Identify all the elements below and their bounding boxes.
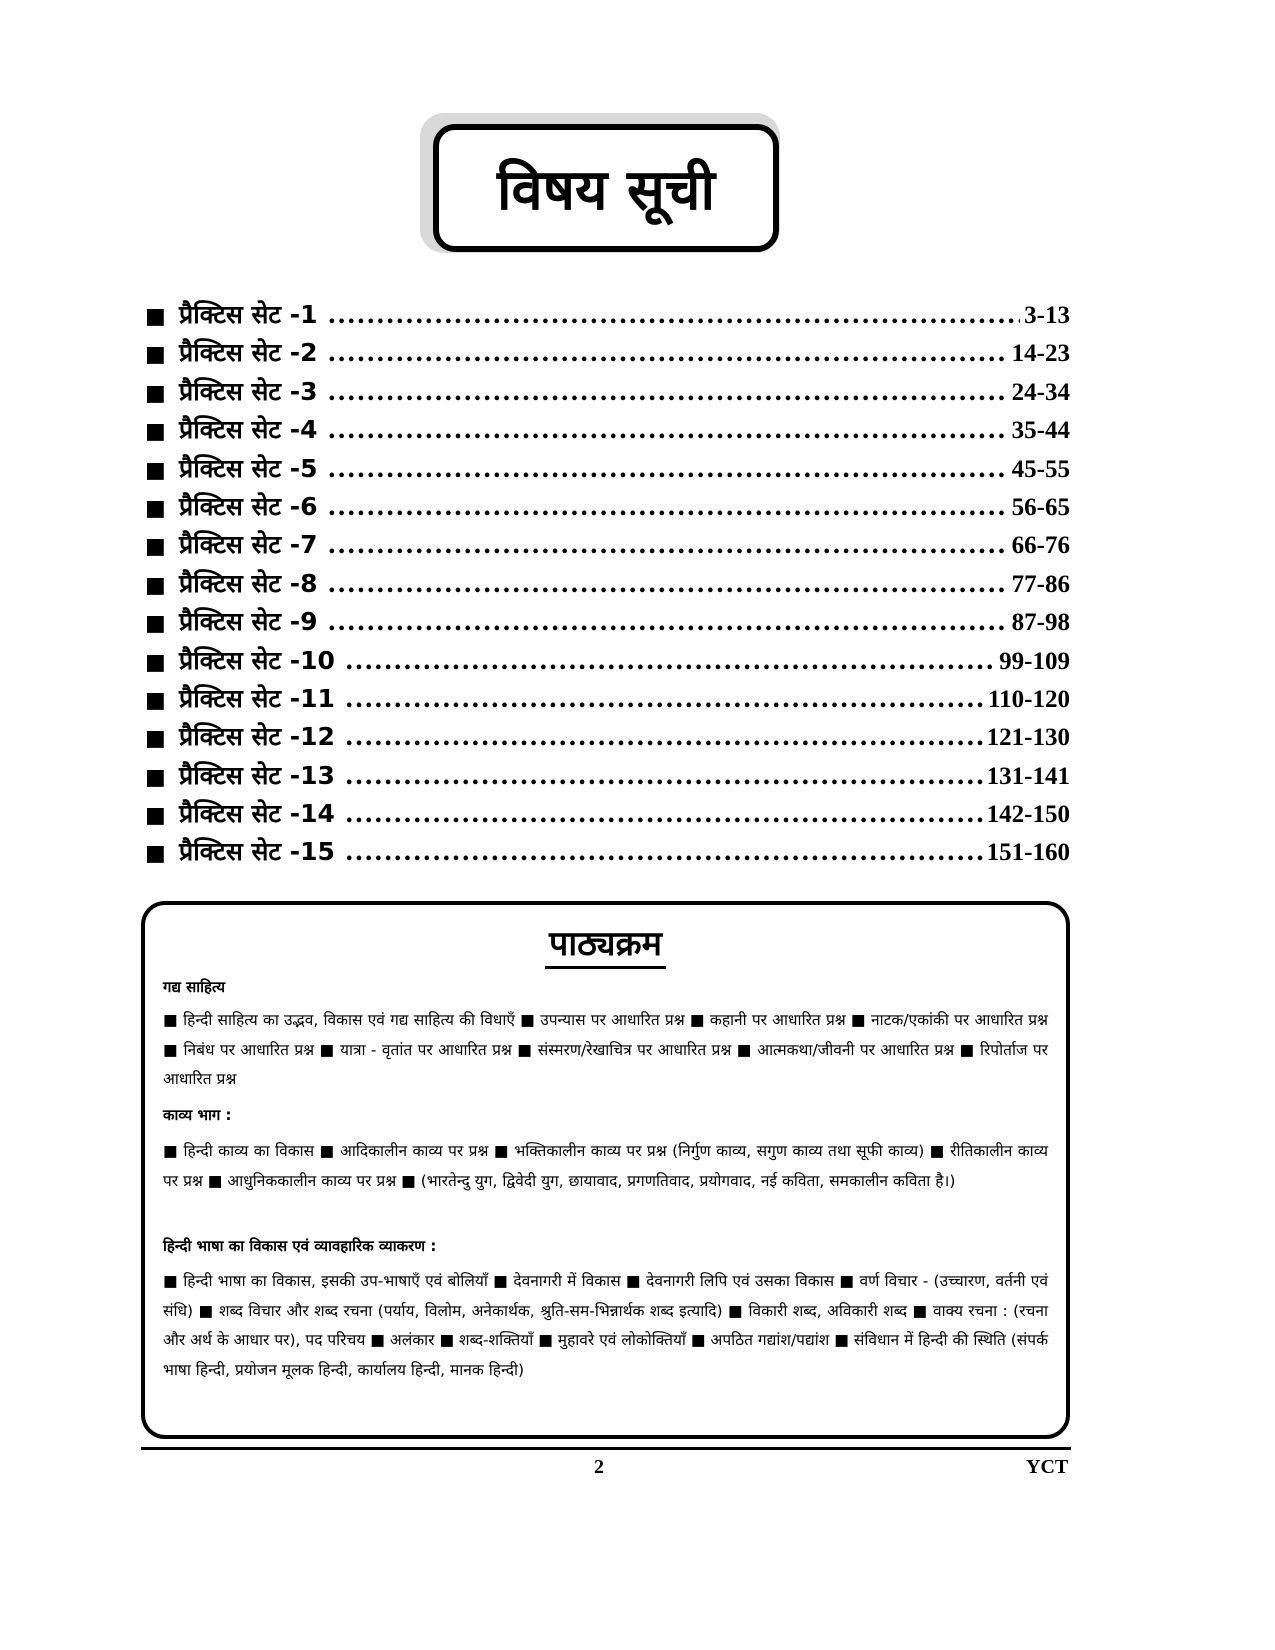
toc-pages: 66-76 <box>1011 532 1070 560</box>
leader-dots <box>328 338 1008 367</box>
bullet-icon: ■ <box>145 611 166 637</box>
toc-label: प्रैक्टिस सेट -12 <box>179 722 335 752</box>
bullet-icon: ■ <box>145 687 166 713</box>
toc-pages: 99-109 <box>999 647 1070 675</box>
bullet-icon: ■ <box>145 726 166 752</box>
toc-label: प्रैक्टिस सेट -9 <box>179 607 318 637</box>
syllabus-heading <box>145 919 1066 965</box>
leader-dots <box>345 722 983 751</box>
toc-label: प्रैक्टिस सेट -14 <box>179 799 335 829</box>
toc-label: प्रैक्टिस सेट -11 <box>179 683 335 713</box>
toc-row <box>145 489 1070 527</box>
toc-label: प्रैक्टिस सेट -1 <box>179 300 318 329</box>
leader-dots <box>328 569 1008 598</box>
leader-dots <box>345 837 983 866</box>
footer-rule <box>141 1447 1071 1450</box>
bullet-icon: ■ <box>145 649 166 675</box>
toc-pages: 151-160 <box>986 839 1070 867</box>
toc-label: प्रैक्टिस सेट -7 <box>179 530 318 560</box>
leader-dots <box>328 377 1008 406</box>
toc-label: प्रैक्टिस सेट -6 <box>179 491 318 521</box>
section-body-grammar: ■ हिन्दी भाषा का विकास, इसकी उप-भाषाएँ एवं बोलियाँ ■ देवनागरी में विकास ■ देवनागरी लिपि एवं उसका विकास ■ वर्ण विचार - (उच्चारण, वर्तनी एवं संधि) ■ शब्द विचार और शब्द रचना (पर्याय, विलोम, अनेकार्थक, श्रुति-सम-भिन्नार्थक शब्द इत्यादि) ■ विकारी शब्द, अविकारी शब्द ■ वाक्य रचना : (रचना और अर्थ के आधार पर), पद परिचय ■ अलंकार ■ शब्द-शक्तियाँ ■ मुहावरे एवं लोकोक्तियाँ ■ अपठित गद्यांश/पद्यांश ■ संविधान में हिन्दी की स्थिति (संपर्क भाषा हिन्दी, प्रयोजन मूलक हिन्दी, कार्यालय हिन्दी, मानक हिन्दी) <box>163 1272 1048 1379</box>
toc-label: प्रैक्टिस सेट -8 <box>179 568 318 598</box>
page-number: 2 <box>594 1456 604 1478</box>
toc-row <box>145 297 1070 335</box>
toc-pages: 77-86 <box>1011 570 1070 598</box>
bullet-icon: ■ <box>145 572 166 598</box>
toc-label: प्रैक्टिस सेट -4 <box>179 415 318 445</box>
toc-label: प्रैक्टिस सेट -10 <box>179 645 335 675</box>
toc-row <box>145 643 1070 681</box>
toc-pages: 131-141 <box>986 762 1070 790</box>
toc-label: प्रैक्टिस सेट -5 <box>179 453 318 483</box>
bullet-icon: ■ <box>145 803 166 829</box>
toc-label: प्रैक्टिस सेट -15 <box>179 837 335 867</box>
bullet-icon: ■ <box>145 841 166 867</box>
leader-dots <box>328 530 1008 559</box>
toc-pages: 35-44 <box>1011 417 1070 445</box>
toc-pages: 3-13 <box>1024 302 1070 329</box>
toc-pages: 14-23 <box>1011 340 1070 368</box>
toc-row <box>145 335 1070 373</box>
bullet-icon: ■ <box>145 534 166 560</box>
leader-dots <box>328 300 1021 329</box>
toc-pages: 110-120 <box>988 685 1070 713</box>
toc-row <box>145 374 1070 412</box>
table-of-contents <box>145 297 1070 873</box>
leader-dots <box>328 607 1008 636</box>
toc-pages: 45-55 <box>1011 455 1070 483</box>
leader-dots <box>345 761 983 790</box>
leader-dots <box>345 646 995 675</box>
toc-pages: 24-34 <box>1011 378 1070 406</box>
toc-pages: 56-65 <box>1011 493 1070 521</box>
toc-row <box>145 604 1070 642</box>
bullet-icon: ■ <box>145 495 166 521</box>
toc-label: प्रैक्टिस सेट -3 <box>179 376 318 406</box>
section-body-poetry: ■ हिन्दी काव्य का विकास ■ आदिकालीन काव्य पर प्रश्न ■ भक्तिकालीन काव्य पर प्रश्न (निर्गुण काव्य, सगुण काव्य तथा सूफी काव्य) ■ रीतिकालीन काव्य पर प्रश्न ■ आधुनिककालीन काव्य पर प्रश्न ■ (भारतेन्दु युग, द्विवेदी युग, छायावाद, प्रगणतिवाद, प्रयोगवाद, नई कविता, समकालीन कविता है।) <box>163 1142 1048 1190</box>
toc-label: प्रैक्टिस सेट -13 <box>179 760 335 790</box>
leader-dots <box>345 684 984 713</box>
bullet-icon: ■ <box>145 419 166 445</box>
toc-row <box>145 758 1070 796</box>
brand-label: YCT <box>1026 1456 1069 1478</box>
section-title-grammar: हिन्दी भाषा का विकास एवं व्यावहारिक व्याकरण : <box>163 1237 437 1255</box>
section-title-poetry: काव्य भाग : <box>163 1106 232 1124</box>
section-title-prose: गद्य साहित्य <box>163 978 226 996</box>
syllabus-box <box>141 901 1070 1439</box>
toc-pages: 87-98 <box>1011 609 1070 637</box>
toc-label: प्रैक्टिस सेट -2 <box>179 338 318 368</box>
bullet-icon: ■ <box>145 380 166 406</box>
leader-dots <box>328 415 1008 444</box>
toc-pages: 142-150 <box>986 801 1070 829</box>
page-title: विषय सूची <box>497 158 715 223</box>
bullet-icon: ■ <box>145 304 166 329</box>
toc-row <box>145 412 1070 450</box>
bullet-icon: ■ <box>145 342 166 368</box>
section-body-prose: ■ हिन्दी साहित्य का उद्भव, विकास एवं गद्य साहित्य की विधाएँ ■ उपन्यास पर आधारित प्रश्न ■ कहानी पर आधारित प्रश्न ■ नाटक/एकांकी पर आधारित प्रश्न ■ निबंध पर आधारित प्रश्न ■ यात्रा - वृतांत पर आधारित प्रश्न ■ संस्मरण/रेखाचित्र पर आधारित प्रश्न ■ आत्मकथा/जीवनी पर आधारित प्रश्न ■ रिपोर्ताज पर आधारित प्रश्न <box>163 1011 1048 1089</box>
leader-dots <box>328 454 1008 483</box>
toc-row <box>145 451 1070 489</box>
bullet-icon: ■ <box>145 457 166 483</box>
syllabus-heading-text: पाठ्यक्रम <box>545 924 666 969</box>
toc-row <box>145 681 1070 719</box>
toc-row <box>145 796 1070 834</box>
toc-row <box>145 566 1070 604</box>
leader-dots <box>345 799 983 828</box>
title-box <box>433 124 779 252</box>
toc-row <box>145 834 1070 872</box>
toc-row <box>145 719 1070 757</box>
leader-dots <box>328 492 1008 521</box>
toc-pages: 121-130 <box>986 724 1070 752</box>
toc-row <box>145 527 1070 565</box>
bullet-icon: ■ <box>145 764 166 790</box>
